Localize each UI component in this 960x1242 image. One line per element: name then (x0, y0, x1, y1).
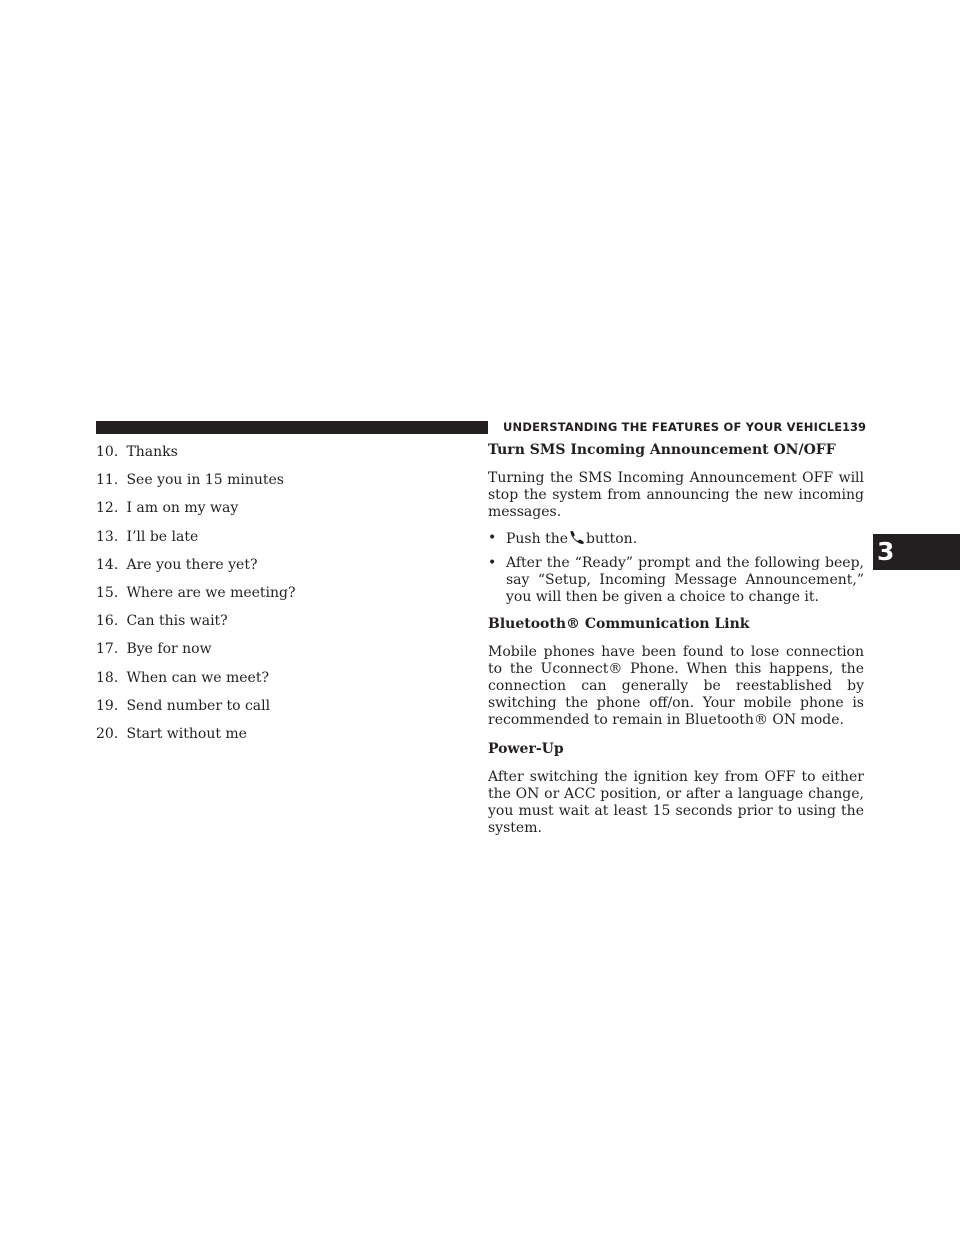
list-item-number: 14. (96, 556, 119, 573)
bluetooth-section-paragraph: Mobile phones have been found to lose connection to the Uconnect® Phone. When this happens, the connection can generally be reestablished by switching the phone off/on. Your mobile phone is recommended to remain in Bluetooth® ON mode. (488, 644, 864, 728)
powerup-section-paragraph: After switching the ignition key from OFF to either the ON or ACC position, or after a language change, you must wait at least 15 seconds prior to using the system. (488, 769, 864, 836)
list-item (96, 638, 466, 666)
list-item-number: 18. (96, 669, 119, 686)
phone-icon (569, 530, 585, 544)
list-item-number: 13. (96, 528, 119, 545)
list-item-number: 19. (96, 697, 119, 714)
list-item-text: Where are we meeting? (126, 584, 296, 601)
running-header-title: UNDERSTANDING THE FEATURES OF YOUR VEHICLE (503, 420, 843, 434)
list-item (96, 441, 466, 469)
list-item-text: Start without me (126, 725, 247, 742)
chapter-tab (873, 534, 960, 570)
list-item (96, 497, 466, 525)
list-item-number: 17. (96, 641, 119, 658)
list-item-text: Thanks (126, 444, 178, 460)
chapter-number: 3 (877, 537, 895, 566)
list-item-text: I am on my way (126, 500, 239, 517)
sms-section-paragraph: Turning the SMS Incoming Announcement OFF will stop the system from announcing the new incoming messages. (488, 470, 864, 520)
list-item (96, 610, 466, 638)
list-item (96, 667, 466, 695)
list-item-number: 15. (96, 584, 119, 601)
list-item-text: See you in 15 minutes (126, 472, 284, 489)
bullet-dot: • (488, 530, 497, 546)
list-item-number: 16. (96, 613, 119, 630)
list-item-text: When can we meet? (126, 669, 269, 686)
bullet-text-before: Push the (506, 531, 569, 547)
powerup-section-heading: Power-Up (488, 741, 564, 757)
list-item (96, 469, 466, 497)
list-item (96, 526, 466, 554)
bullet-ready-prompt (488, 555, 864, 606)
list-item-number: 20. (96, 725, 119, 742)
list-item-text: Send number to call (126, 697, 271, 714)
list-item-text: Are you there yet? (126, 556, 258, 573)
page-number: 139 (842, 420, 867, 434)
list-item (96, 695, 466, 723)
list-item (96, 554, 466, 582)
list-item-number: 11. (96, 472, 119, 489)
bullet-dot: • (488, 555, 497, 571)
bullet-text: After the “Ready” prompt and the following beep, say “Setup, Incoming Message Announcement,” you will then be given a choice to change it. (506, 555, 864, 605)
list-item-text: I’ll be late (126, 528, 199, 545)
bullet-push-button (488, 530, 864, 548)
list-item-number: 10. (96, 444, 119, 460)
list-item-text: Can this wait? (126, 613, 228, 630)
message-list (96, 441, 466, 751)
bullet-text-after: button. (586, 531, 638, 547)
list-item-text: Bye for now (126, 641, 212, 658)
list-item (96, 723, 466, 751)
list-item (96, 582, 466, 610)
sms-section-heading: Turn SMS Incoming Announcement ON/OFF (488, 442, 836, 458)
header-rule (96, 421, 488, 434)
bluetooth-section-heading: Bluetooth® Communication Link (488, 616, 750, 632)
list-item-number: 12. (96, 500, 119, 517)
right-column (488, 439, 864, 846)
